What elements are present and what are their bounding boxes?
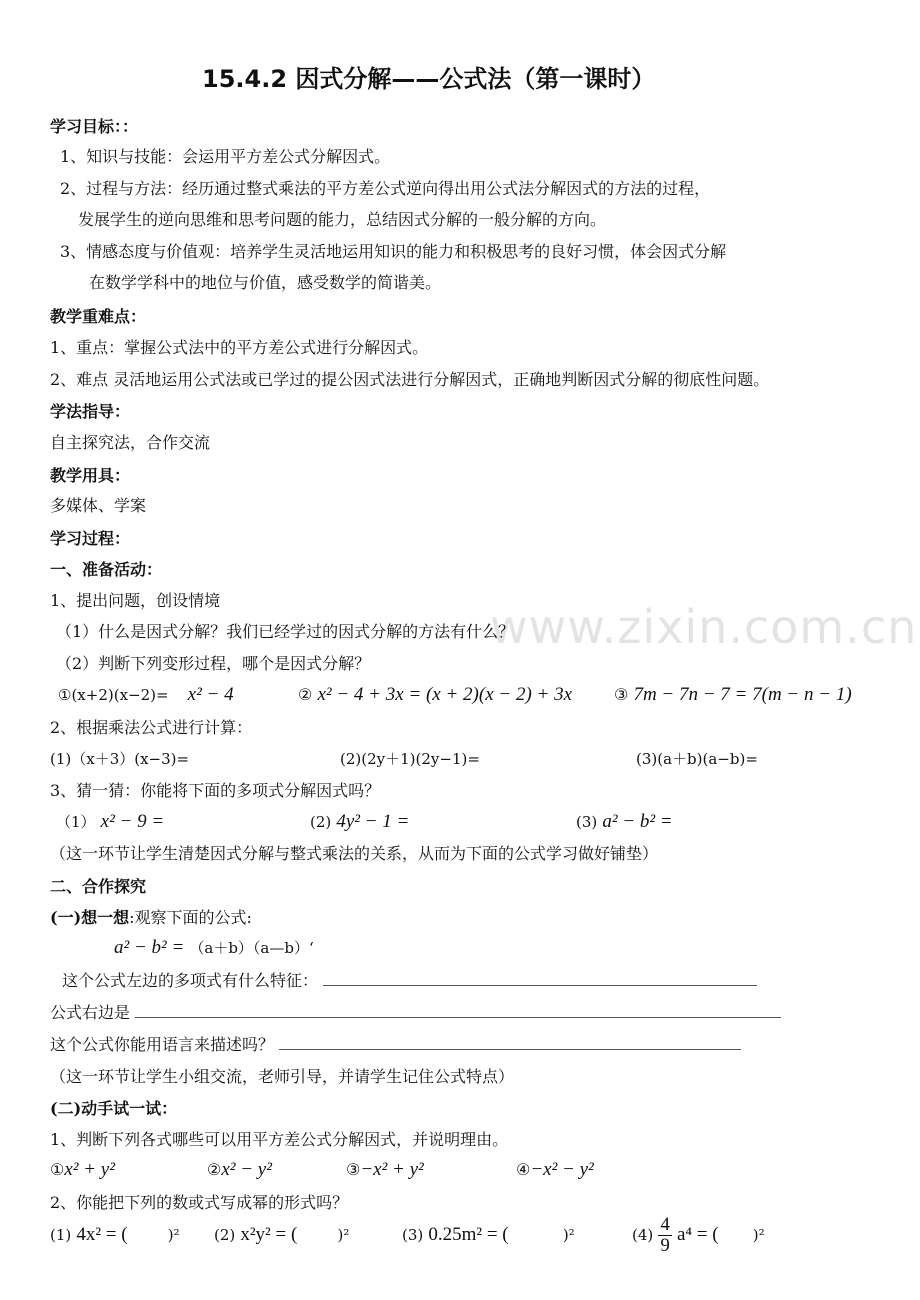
fill-line-3 [50,1034,741,1056]
part2-heading: 二、合作探究 [50,877,147,896]
answer-blank-1[interactable] [323,971,757,986]
fraction-denominator: 9 [660,1235,670,1256]
task-2-item-1-blank[interactable] [133,1226,163,1240]
section-1-heading: (一)想一想 [50,908,130,927]
task-2-item-3-expr: 0.25m² = ( [428,1224,509,1245]
calc-item-1: (1)（x＋3）(x−3)= [50,750,190,768]
goal-2a: 2、过程与方法：经历通过整式乘法的平方差公式逆向得出用公式法分解因式的方法的过程， [60,179,711,198]
calc-item-3: (3)(a＋b)(a−b)= [636,750,758,768]
formula-right: （a＋b）（a—b）‘ [189,939,314,957]
judge-item-2 [298,684,572,706]
judge-item-2-expr: x² − 4 + 3x = (x + 2)(x − 2) + 3x [317,684,573,705]
fraction-4-9 [658,1215,672,1256]
tools-text: 多媒体、学案 [50,496,147,515]
task-2-item-4 [632,1210,765,1260]
guess-item-1 [56,811,164,833]
process-heading: 学习过程： [50,529,131,548]
goal-1: 1、知识与技能：会运用平方差公式分解因式。 [60,147,391,166]
formula-line [114,937,314,959]
tools-heading: 教学用具： [50,466,131,485]
task-1-item-3 [346,1159,424,1181]
task-2-item-3 [402,1224,575,1246]
fill-line-1-label: 这个公式左边的多项式有什么特征： [62,971,319,990]
task-1-item-2-label: ② [207,1160,222,1179]
task-1-item-2-expr: x² − y² [221,1159,272,1180]
question-2: 2、根据乘法公式进行计算： [50,718,253,737]
fill-line-2-label: 公式右边是 [50,1003,131,1022]
judge-item-3 [614,684,852,706]
judge-item-3-expr: 7m − 7n − 7 = 7(m − n − 1) [633,684,852,705]
task-2-item-1-label: (1) [50,1226,72,1244]
task-2-item-2-label: (2) [214,1226,236,1244]
task-2-item-2-close: )² [337,1226,350,1244]
task-1-item-2 [207,1159,272,1181]
guess-item-3 [576,811,673,833]
task-2-item-3-close: )² [562,1226,575,1244]
judge-item-1-expr: x² − 4 [187,684,234,705]
guess-item-3-expr: a² − b² = [602,811,673,832]
fraction-numerator: 4 [660,1214,670,1235]
task-1-item-1-expr: x² + y² [64,1159,115,1180]
section-1-text: :观察下面的公式: [129,908,252,927]
task-2-item-1 [50,1224,180,1246]
task-1: 1、判断下列各式哪些可以用平方差公式分解因式，并说明理由。 [50,1130,509,1149]
fill-line-3-label: 这个公式你能用语言来描述吗？ [50,1035,275,1054]
guess-item-3-label: (3) [576,813,598,831]
note-2: （这一环节让学生小组交流，老师引导，并请学生记住公式特点） [50,1067,515,1086]
judge-item-2-label: ② [298,685,313,704]
task-1-item-4 [516,1159,594,1181]
judge-item-3-label: ③ [614,685,629,704]
formula-left: a² − b² = [114,937,185,958]
task-2-item-2 [214,1224,349,1246]
task-2-item-3-blank[interactable] [514,1226,558,1240]
task-1-item-4-label: ④ [516,1160,531,1179]
question-1b: （2）判断下列变形过程，哪个是因式分解？ [56,654,371,673]
question-3: 3、猜一猜：你能将下面的多项式分解因式吗？ [50,781,381,800]
task-2-item-3-label: (3) [402,1226,424,1244]
part1-heading: 一、准备活动： [50,560,163,579]
goals-heading: 学习目标：： [50,117,139,136]
task-2: 2、你能把下列的数或式写成幂的形式吗？ [50,1193,349,1212]
goal-2b: 发展学生的逆向思维和思考问题的能力，总结因式分解的一般分解的方向。 [78,210,607,229]
fill-line-2 [50,1002,781,1024]
guess-item-1-expr: x² − 9 = [100,811,165,832]
task-1-item-4-expr: −x² − y² [530,1159,594,1180]
fill-line-1 [62,970,757,992]
section-2-heading: (二)动手试一试： [50,1099,178,1118]
method-text: 自主探究法，合作交流 [50,433,211,452]
answer-blank-2[interactable] [135,1003,781,1018]
answer-blank-3[interactable] [279,1035,741,1050]
task-2-item-2-expr: x²y² = ( [240,1224,298,1245]
page-title: 15.4.2 因式分解——公式法（第一课时） [202,65,656,93]
key-point-1: 1、重点：掌握公式法中的平方差公式进行分解因式。 [50,338,429,357]
task-1-item-1 [50,1159,115,1181]
note-1: （这一环节让学生清楚因式分解与整式乘法的关系，从而为下面的公式学习做好铺垫） [50,844,659,863]
task-1-item-3-expr: −x² + y² [360,1159,424,1180]
judge-item-1-label: ①(x+2)(x−2)= [58,686,169,704]
task-2-item-4-blank[interactable] [724,1226,748,1240]
task-1-item-1-label: ① [50,1160,65,1179]
watermark: www.zixin.com.cn [490,600,918,654]
goal-3b: 在数学学科中的地位与价值，感受数学的简谐美。 [89,273,442,292]
guess-item-2-label: (2) [310,813,332,831]
task-2-item-1-expr: 4x² = ( [76,1224,128,1245]
task-2-item-1-close: )² [167,1226,180,1244]
task-2-item-4-expr: a⁴ = ( [676,1224,719,1245]
guess-item-2 [310,811,409,833]
section-1-line [50,907,252,929]
task-2-item-4-label: (4) [632,1226,654,1244]
goal-3a: 3、情感态度与价值观：培养学生灵活地运用知识的能力和积极思考的良好习惯，体会因式分解 [60,242,727,261]
question-1a: （1）什么是因式分解？我们已经学过的因式分解的方法有什么？ [56,622,515,641]
task-2-item-4-close: )² [752,1226,765,1244]
key-points-heading: 教学重难点： [50,307,147,326]
task-2-item-2-blank[interactable] [302,1226,332,1240]
task-1-item-3-label: ③ [346,1160,361,1179]
question-1: 1、提出问题，创设情境 [50,591,221,610]
guess-item-2-expr: 4y² − 1 = [336,811,410,832]
judge-row [58,684,234,706]
method-heading: 学法指导： [50,402,131,421]
key-point-2: 2、难点 灵活地运用公式法或已学过的提公因式法进行分解因式，正确地判断因式分解的彻底性问题。 [50,370,770,389]
calc-item-2: (2)(2y＋1)(2y−1)= [340,750,480,768]
guess-item-1-label: （1） [56,813,96,831]
